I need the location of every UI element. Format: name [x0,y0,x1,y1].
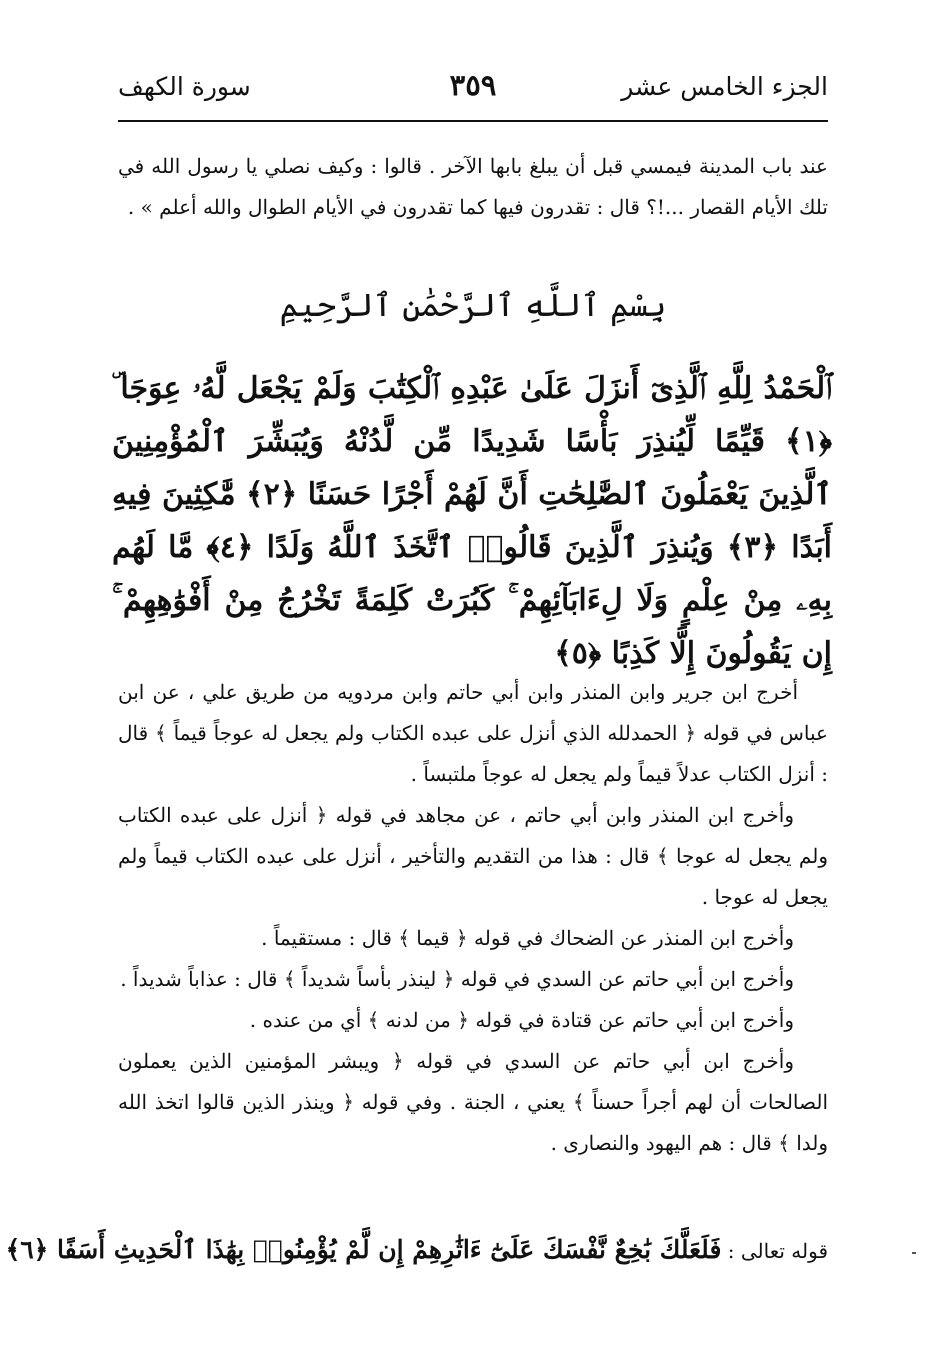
basmala-calligraphy: بِسْمِ ٱللَّهِ ٱلرَّحْمَٰنِ ٱلرَّحِيمِ [279,286,667,324]
quran-verses: ٱلْحَمْدُ لِلَّهِ ٱلَّذِىٓ أَنزَلَ عَلَىٰ عَبْدِهِ ٱلْكِتَٰبَ وَلَمْ يَجْعَل لَّهُۥ عِوَجَا ۜ ﴿١﴾ قَيِّمًا لِّيُنذِرَ بَأْسًا شَدِيدًا مِّن لَّدُنْهُ وَيُبَشِّرَ ٱلْمُؤْمِنِينَ ٱلَّذِينَ يَعْمَلُونَ ٱلصَّٰلِحَٰتِ أَنَّ لَهُمْ أَجْرًا حَسَنًا ﴿٢﴾ مَّٰكِثِينَ فِيهِ أَبَدًا ﴿٣﴾ وَيُنذِرَ ٱلَّذِينَ قَالُوا۟ ٱتَّخَذَ ٱللَّهُ وَلَدًا ﴿٤﴾ مَّا لَهُم بِهِۦ مِنْ عِلْمٍ وَلَا لِءَابَآئِهِمْ ۚ كَبُرَتْ كَلِمَةً تَخْرُجُ مِنْ أَفْوَٰهِهِمْ ۚ إِن يَقُولُونَ إِلَّا كَذِبًا ﴿٥﴾ [112,371,833,671]
continued-text: عند باب المدينة فيمسي قبل أن يبلغ بابها الآخر . قالوا : وكيف نصلي يا رسول الله في تلك الأيام القصار ...!؟ قال : تقدرون فيها كما تقدرون في الأيام الطوال والله أعلم » . [118,154,828,219]
closing-label: قوله تعالى : [721,1239,828,1263]
surah-title: سورة الكهف [118,72,251,101]
commentary-paragraph: وأخرج ابن أبي حاتم عن قتادة في قوله ﴿ من لدنه ﴾ أي من عنده . [249,1008,794,1032]
commentary-paragraph: أخرج ابن جرير وابن المنذر وابن أبي حاتم وابن مردويه من طريق علي ، عن ابن عباس في قوله ﴿ الحمدلله الذي أنزل على عبده الكتاب ولم يجعل له عوجاً قيماً ﴾ قال : أنزل الكتاب عدلاً قيماً ولم يجعل له عوجاً ملتبساً . [118,680,828,786]
commentary-paragraph: وأخرج ابن المنذر وابن أبي حاتم ، عن مجاهد في قوله ﴿ أنزل على عبده الكتاب ولم يجعل له عوجا ﴾ قال : هذا من التقديم والتأخير ، أنزل على عبده الكتاب قيماً ولم يجعل له عوجا . [118,803,828,909]
closing-ayah: فَلَعَلَّكَ بَٰخِعٌ نَّفْسَكَ عَلَىٰٓ ءَاثَٰرِهِمْ إِن لَّمْ يُؤْمِنُوا۟ بِهَٰذَا ٱلْحَدِيثِ أَسَفًا ﴿٦﴾ [5,1235,722,1264]
part-title: الجزء الخامس عشر [621,72,828,101]
scan-speck [912,1252,916,1254]
page-number: ٣٥٩ [449,68,497,102]
commentary-paragraph: وأخرج ابن المنذر عن الضحاك في قوله ﴿ قيما ﴾ قال : مستقيماً . [261,926,794,950]
header-rule [118,120,828,122]
closing-verse-line [5,1228,828,1273]
commentary-paragraph: وأخرج ابن أبي حاتم عن السدي في قوله ﴿ لينذر بأساً شديداً ﴾ قال : عذاباً شديداً . [120,967,794,991]
commentary-paragraph: وأخرج ابن أبي حاتم عن السدي في قوله ﴿ ويبشر المؤمنين الذين يعملون الصالحات أن لهم أجراً حسناً ﴾ يعني ، الجنة . وفي قوله ﴿ وينذر الذين قالوا اتخذ الله ولدا ﴾ قال : هم اليهود والنصارى . [118,1049,829,1155]
page-header [118,66,828,116]
commentary-section [118,672,828,1164]
